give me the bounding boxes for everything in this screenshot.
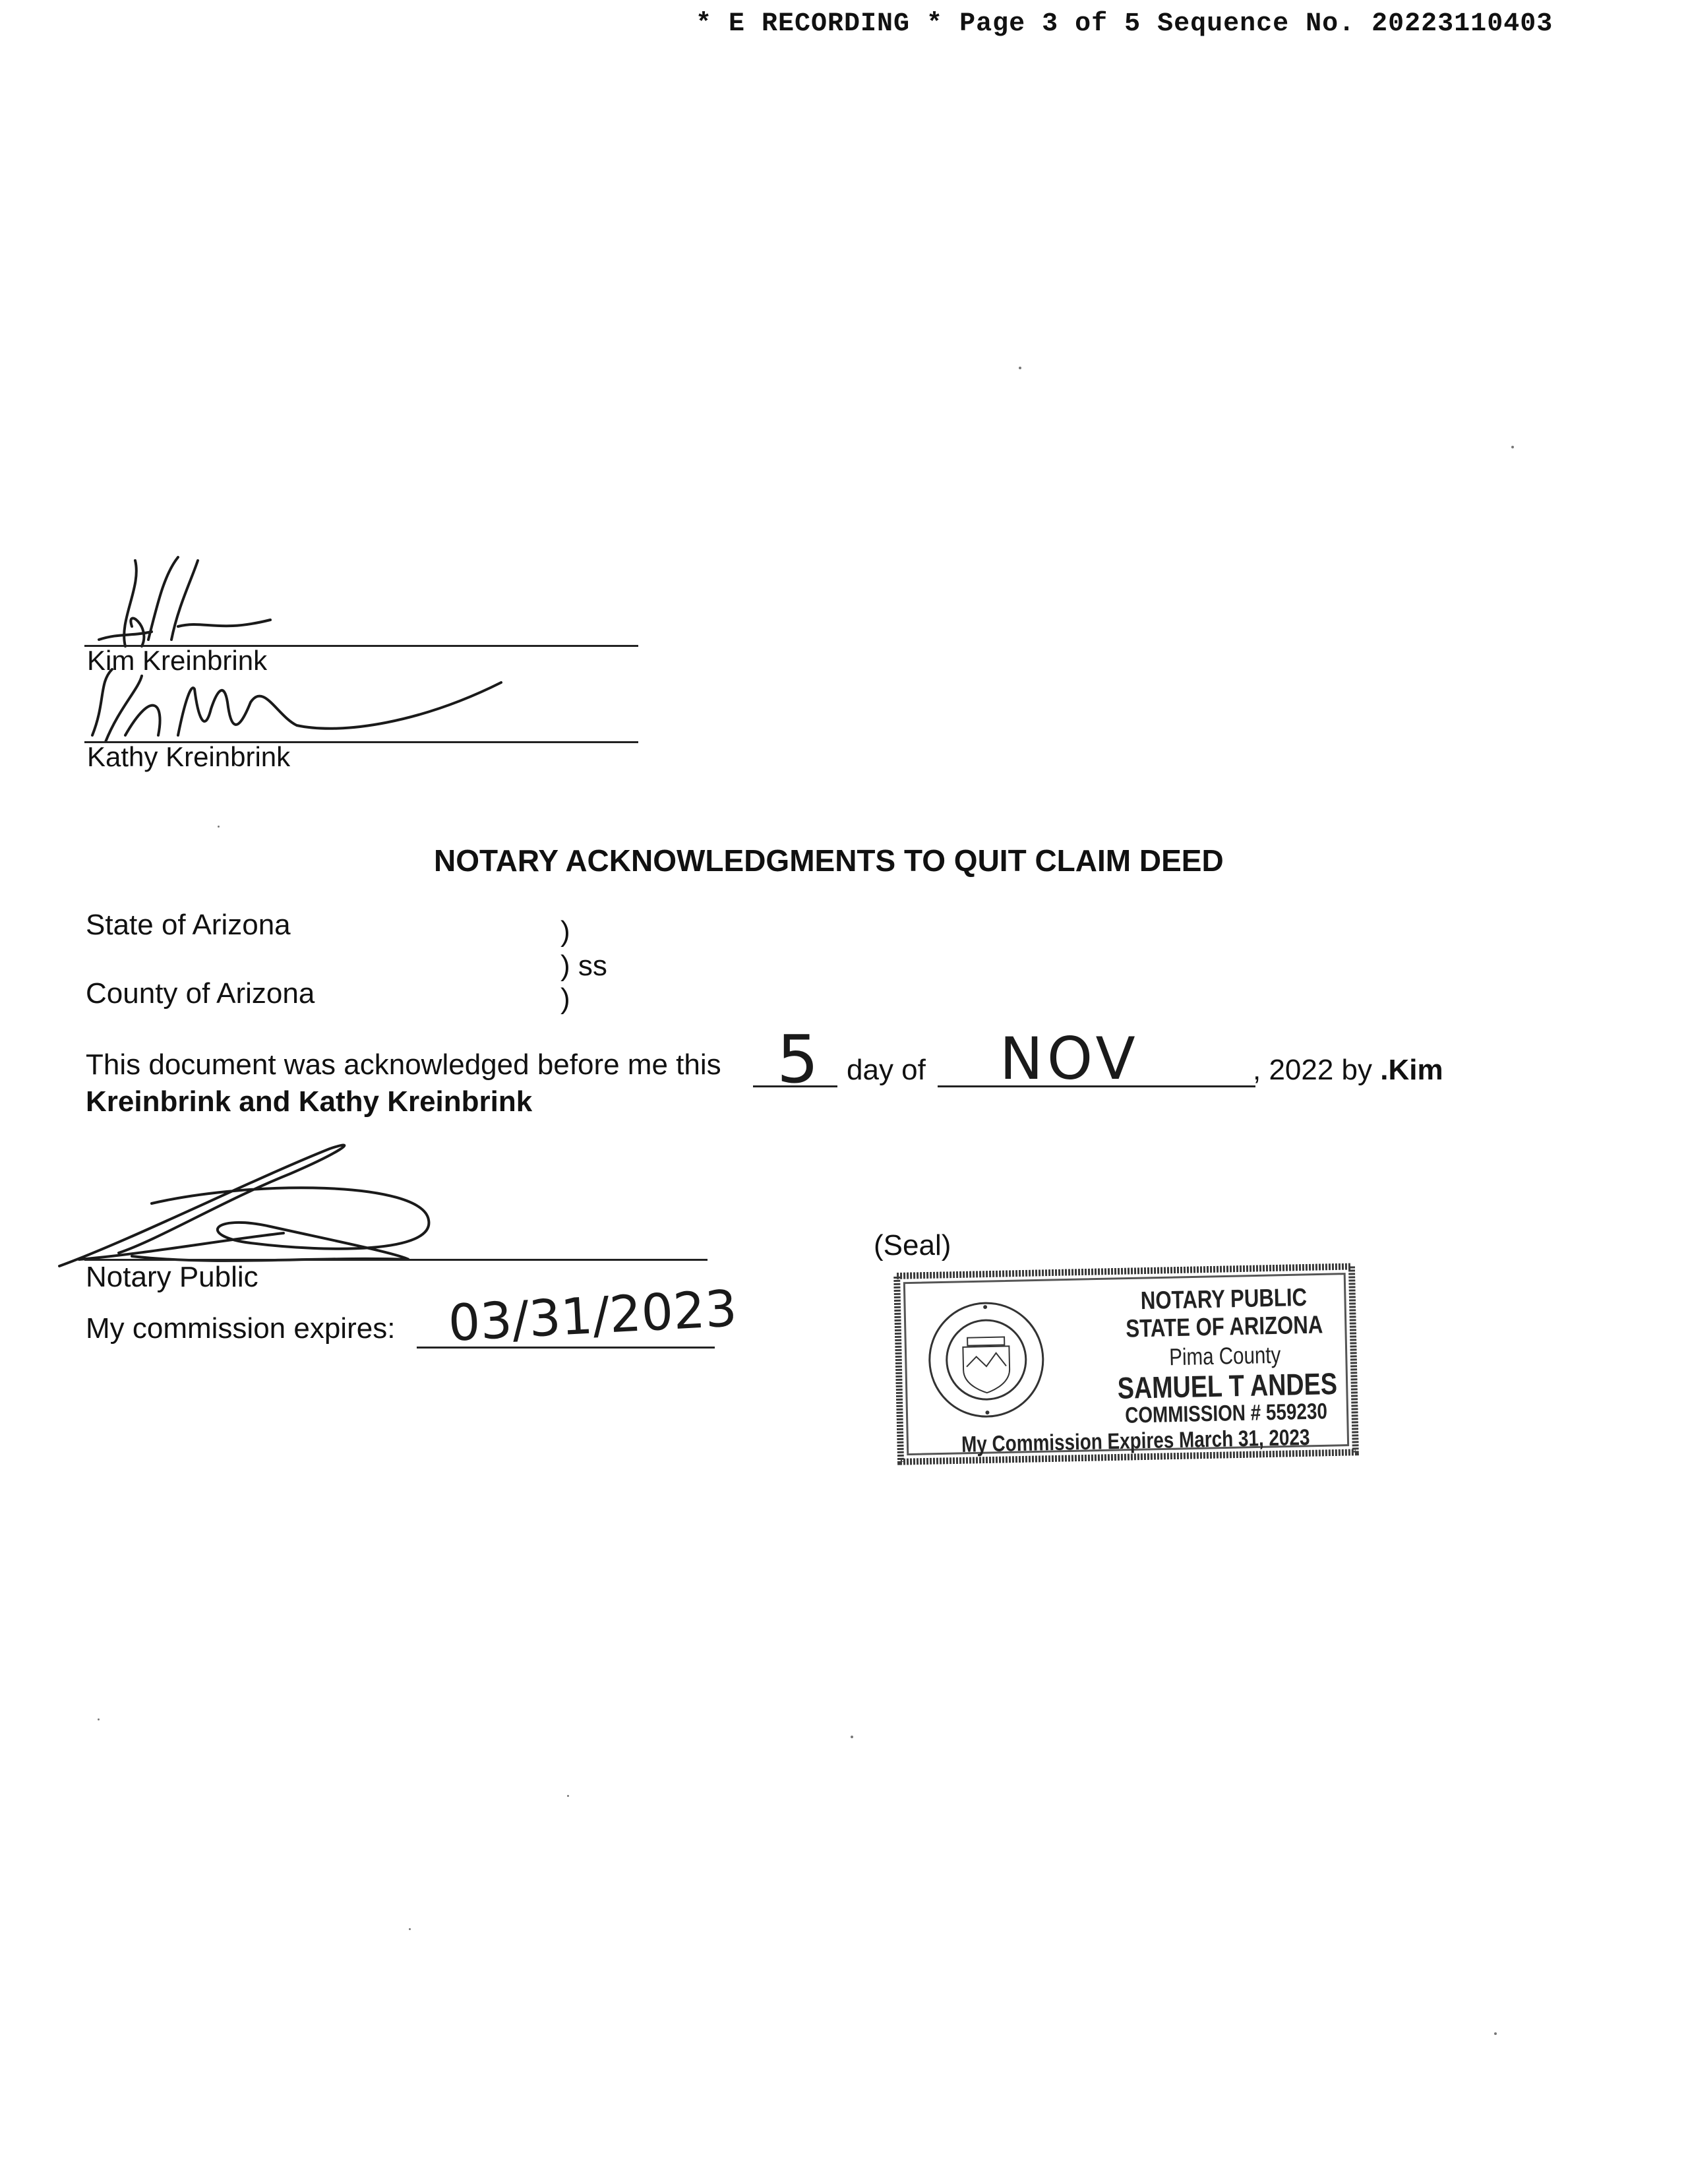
- scan-speck: [1511, 446, 1514, 448]
- document-title: NOTARY ACKNOWLEDGMENTS TO QUIT CLAIM DEED: [434, 843, 1224, 878]
- signer-name-kim: Kim Kreinbrink: [87, 645, 268, 676]
- ack-year-text: , 2022 by: [1253, 1054, 1381, 1086]
- venue-ss: ) ss: [560, 950, 607, 982]
- seal-label: (Seal): [874, 1229, 951, 1261]
- scan-speck: [567, 1795, 569, 1797]
- scan-speck: [218, 826, 220, 828]
- ack-prefix: This document was acknowledged before me this: [86, 1048, 721, 1081]
- ack-month-value: NOV: [1000, 1025, 1139, 1093]
- ack-day-of: day of: [847, 1054, 926, 1086]
- scan-speck: [1019, 367, 1021, 369]
- recording-header: * E RECORDING * Page 3 of 5 Sequence No. 20223110403: [696, 9, 1553, 39]
- ack-names: Kreinbrink and Kathy Kreinbrink: [86, 1085, 533, 1118]
- notary-seal-stamp: [893, 1263, 1359, 1465]
- venue-paren-top: ): [560, 915, 570, 948]
- signer-name-kathy: Kathy Kreinbrink: [87, 741, 291, 772]
- ack-day-value: 5: [777, 1021, 819, 1098]
- venue-county: County of Arizona: [86, 977, 315, 1010]
- great-seal-emblem-icon: [926, 1299, 1047, 1420]
- commission-value: 03/31/2023: [446, 1279, 738, 1352]
- seal-line-county: Pima County: [1168, 1341, 1281, 1371]
- commission-label: My commission expires:: [86, 1312, 396, 1345]
- seal-line-notary-public: NOTARY PUBLIC: [1140, 1283, 1308, 1316]
- seal-line-state: STATE OF ARIZONA: [1125, 1311, 1323, 1343]
- scan-speck: [98, 1718, 100, 1720]
- scan-speck: [409, 1928, 411, 1930]
- notary-public-label: Notary Public: [86, 1261, 258, 1293]
- scan-speck: [851, 1736, 853, 1738]
- seal-line-notary-name: SAMUEL T ANDES: [1117, 1366, 1338, 1405]
- scan-speck: [1494, 2032, 1497, 2035]
- seal-line-commission-number: COMMISSION # 559230: [1124, 1399, 1328, 1428]
- venue-state: State of Arizona: [86, 909, 291, 941]
- ack-year-by: [1253, 1054, 1443, 1087]
- venue-paren-bottom: ): [560, 983, 570, 1015]
- seal-line-expiration: My Commission Expires March 31, 2023: [961, 1424, 1310, 1457]
- ack-names-start: .Kim: [1380, 1054, 1443, 1086]
- notary-signature: [53, 1141, 501, 1273]
